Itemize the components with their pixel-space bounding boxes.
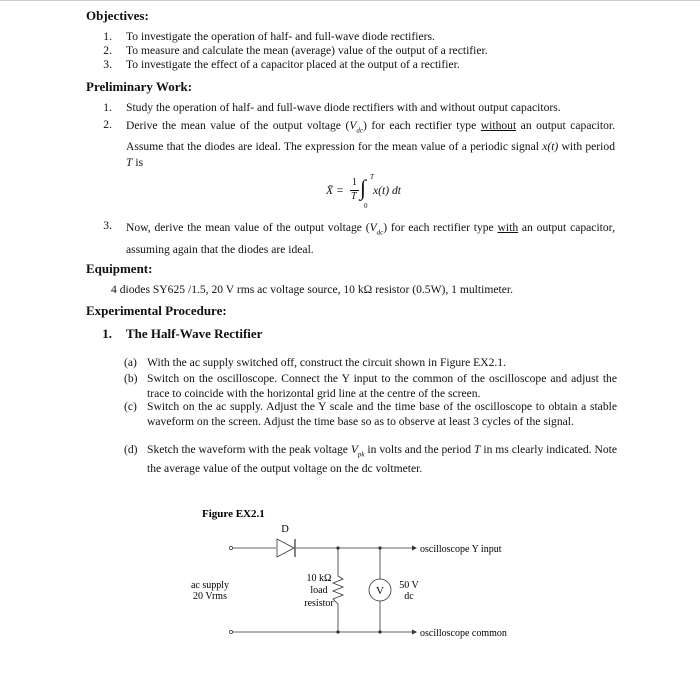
objective-item: To investigate the effect of a capacitor placed at the output of a rectifier. <box>126 58 460 71</box>
procedure-section-heading: The Half-Wave Rectifier <box>126 326 263 341</box>
meter-range: 50 V <box>399 580 419 591</box>
preliminary-number: 2. <box>103 118 112 131</box>
meter-mode: dc <box>404 591 414 602</box>
preliminary-item: Study the operation of half- and full-wave diode rectifiers with and without output capacitors. <box>126 101 561 114</box>
step-label: (a) <box>124 356 137 369</box>
procedure-step: Switch on the oscilloscope. Connect the Y input to the common of the oscilloscope and adjust the trace to coincide with the horizontal grid line at the centre of the screen. <box>147 372 617 400</box>
integral-lower-limit: 0 <box>364 202 368 210</box>
preliminary-number: 3. <box>103 219 112 232</box>
equipment-text: 4 diodes SY625 /1.5, 20 V rms ac voltage source, 10 kΩ resistor (0.5W), 1 multimeter. <box>111 283 513 296</box>
objective-item: To measure and calculate the mean (average) value of the output of a rectifier. <box>126 44 488 57</box>
procedure-section-number: 1. <box>102 326 112 341</box>
step-label: (d) <box>124 443 138 456</box>
integral-sign-icon: ∫ <box>360 175 367 200</box>
diode-label: D <box>281 524 289 535</box>
oscilloscope-common-label: oscilloscope common <box>420 628 507 639</box>
formula-numerator: 1 <box>352 177 357 188</box>
half-wave-rectifier-circuit <box>0 1 700 696</box>
objective-item: To investigate the operation of half- and full-wave diode rectifiers. <box>126 30 435 43</box>
load-label-resistor: resistor <box>304 598 334 609</box>
supply-label: ac supply <box>190 580 230 591</box>
procedure-step: Sketch the waveform with the peak voltage $V_{pk}$ in volts and the period T in ms clearly indicated. Note the average value of the output voltage on the dc voltmeter. <box>147 443 617 475</box>
resistor-icon <box>333 576 343 604</box>
procedure-heading: Experimental Procedure: <box>86 303 227 318</box>
load-value: 10 kΩ <box>306 573 332 584</box>
supply-terminal-bottom <box>229 630 232 633</box>
preliminary-item: Now, derive the mean value of the output voltage $(V_{dc})$ for each rectifier type with an output capacitor, assuming again that the diodes are ideal. <box>126 221 615 257</box>
step-label: (b) <box>124 372 138 385</box>
procedure-step: Switch on the ac supply. Adjust the Y scale and the time base of the oscilloscope to obtain a stable waveform on the screen. Adjust the time base so as to observe at least 3 cycles of the signal. <box>147 400 617 428</box>
junction-dot <box>378 630 381 633</box>
equipment-heading: Equipment: <box>86 261 153 276</box>
figure-caption: Figure EX2.1 <box>202 508 265 520</box>
step-label: (c) <box>124 400 137 413</box>
arrow-right-icon <box>412 630 417 635</box>
oscilloscope-y-label: oscilloscope Y input <box>420 544 502 555</box>
procedure-step: With the ac supply switched off, construct the circuit shown in Figure EX2.1. <box>147 356 506 369</box>
formula-lhs: X̄ = <box>326 184 344 197</box>
voltmeter-symbol: V <box>376 585 384 597</box>
objective-number: 1. <box>103 30 112 43</box>
preliminary-number: 1. <box>103 101 112 114</box>
junction-dot <box>336 630 339 633</box>
supply-rating: 20 Vrms <box>193 591 227 602</box>
integral-upper-limit: T <box>370 173 374 181</box>
junction-dot <box>336 546 339 549</box>
diode-icon <box>277 539 295 557</box>
formula-integrand: x(t) dt <box>373 184 402 197</box>
arrow-right-icon <box>412 546 417 551</box>
formula-denominator: T <box>351 191 357 202</box>
objective-number: 2. <box>103 44 112 57</box>
load-label: load <box>310 585 328 596</box>
junction-dot <box>378 546 381 549</box>
supply-terminal-top <box>229 546 232 549</box>
preliminary-item: Derive the mean value of the output voltage $(V_{dc})$ for each rectifier type without an output capacitor. Assume that the diodes are ideal. The expression for the mean value of a periodic signal x(t) with period T is <box>126 119 615 170</box>
preliminary-heading: Preliminary Work: <box>86 79 193 94</box>
objective-number: 3. <box>103 58 112 71</box>
objectives-heading: Objectives: <box>86 8 149 23</box>
